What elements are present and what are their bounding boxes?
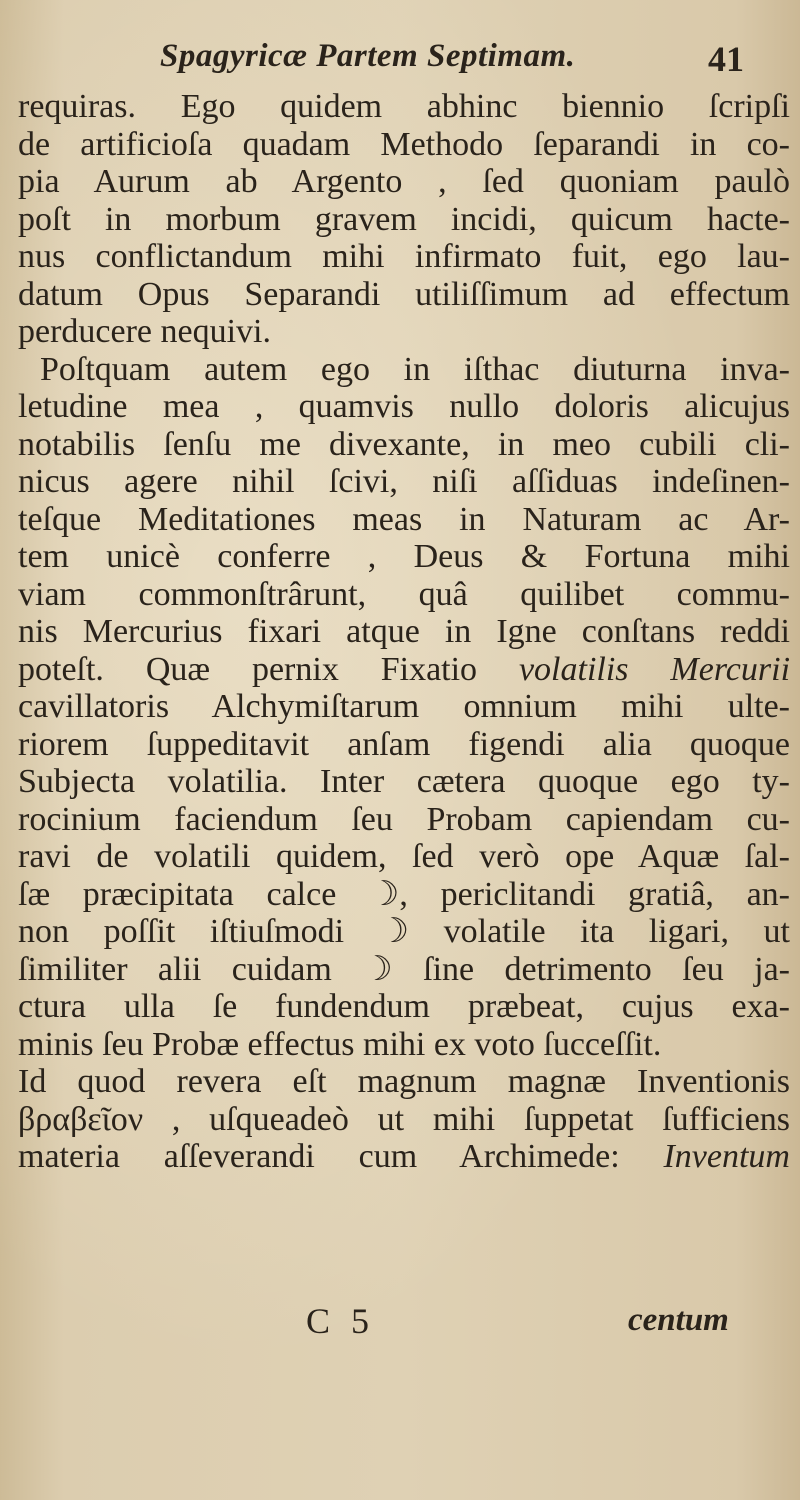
text-line (18, 988, 790, 1026)
text-line (18, 1138, 790, 1176)
text-line (18, 951, 790, 989)
text-line-roman: ſæ præcipitata calce ☽, periclitandi gratiâ, an- (18, 875, 790, 913)
text-line (18, 876, 790, 914)
text-line (18, 463, 790, 501)
text-line (18, 1026, 790, 1064)
text-line-roman: viam commonſtrârunt, quâ quilibet commu- (18, 575, 790, 613)
text-line (18, 238, 790, 276)
body-text (18, 88, 790, 1176)
text-line (18, 726, 790, 764)
text-line-roman: pia Aurum ab Argento , ſed quoniam paulò (18, 163, 790, 200)
text-line-roman: Id quod revera eſt magnum magnæ Inventionis (18, 1063, 790, 1100)
text-line (18, 1063, 790, 1101)
text-line (18, 501, 790, 539)
text-line (18, 426, 790, 464)
text-line-roman: minis ſeu Probæ effectus mihi ex voto ſucceſſit. (18, 1025, 662, 1063)
text-line-roman: materia aſſeverandi cum Archimede: (18, 1138, 620, 1175)
text-line (18, 651, 790, 689)
text-line-roman: rocinium faciendum ſeu Probam capiendam cu- (18, 800, 790, 838)
text-line (18, 201, 790, 239)
text-line (18, 613, 790, 651)
catchword: centum (628, 1302, 729, 1338)
signature-mark: C 5 (306, 1301, 376, 1341)
text-line-roman: datum Opus Separandi utiliſſimum ad effectum (18, 275, 790, 313)
text-line-roman: letudine mea , quamvis nullo doloris alicujus (18, 388, 790, 425)
text-line-roman: perducere nequivi. (18, 313, 271, 350)
text-line-roman: tem unicè conferre , Deus & Fortuna mihi (18, 538, 790, 575)
text-line (18, 126, 790, 164)
text-line-roman: de artificioſa quadam Methodo ſeparandi in co- (18, 125, 790, 163)
text-line-roman: poteſt. Quæ pernix Fixatio (18, 650, 478, 688)
text-line-roman: nis Mercurius fixari atque in Igne conſtans reddi (18, 613, 790, 650)
text-line (18, 88, 790, 126)
text-line-roman: ſimiliter alii cuidam ☽ ſine detrimento ſeu ja- (18, 950, 790, 988)
text-line (18, 1101, 790, 1139)
running-head: Spagyricæ Partem Septimam. (160, 38, 576, 74)
text-line-roman: teſque Meditationes meas in Naturam ac Ar- (18, 500, 790, 538)
text-line (18, 838, 790, 876)
text-line-roman: ravi de volatili quidem, ſed verò ope Aquæ ſal- (18, 838, 790, 875)
text-line-italic: volatilis Mercurii (518, 650, 791, 688)
text-line-roman: riorem ſuppeditavit anſam figendi alia quoque (18, 725, 790, 763)
text-line (18, 576, 790, 614)
text-line (18, 688, 790, 726)
text-line-roman: cavillatoris Alchymiſtarum omnium mihi ulte- (18, 688, 790, 725)
text-line-roman: nus conflictandum mihi infirmato fuit, ego lau- (18, 238, 790, 275)
page-number: 41 (708, 39, 744, 79)
text-line-italic: Inventum (663, 1138, 790, 1175)
text-line-roman: poſt in morbum gravem incidi, quicum hacte- (18, 200, 790, 238)
text-line-roman: βραβεῖον , uſqueadeò ut mihi ſuppetat ſufficiens (18, 1100, 790, 1138)
text-line (18, 538, 790, 576)
page-footer (0, 1300, 800, 1350)
text-line-roman: nicus agere nihil ſcivi, niſi aſſiduas indeſinen- (18, 463, 790, 500)
text-line-roman: non poſſit iſtiuſmodi ☽ volatile ita ligari, ut (18, 913, 790, 950)
text-line-roman: requiras. Ego quidem abhinc biennio ſcripſi (18, 88, 790, 125)
text-line (18, 801, 790, 839)
text-line-roman: Poſtquam autem ego in iſthac diuturna inva- (40, 350, 790, 388)
text-line (18, 913, 790, 951)
text-line (18, 388, 790, 426)
text-line (18, 313, 790, 351)
text-line (18, 763, 790, 801)
text-line (18, 351, 790, 389)
page-header (0, 38, 800, 88)
text-line-roman: ctura ulla ſe fundendum præbeat, cujus exa- (18, 988, 790, 1025)
text-line-roman: notabilis ſenſu me divexante, in meo cubili cli- (18, 425, 790, 463)
text-line (18, 276, 790, 314)
text-line (18, 163, 790, 201)
text-line-roman: Subjecta volatilia. Inter cætera quoque ego ty- (18, 763, 790, 800)
